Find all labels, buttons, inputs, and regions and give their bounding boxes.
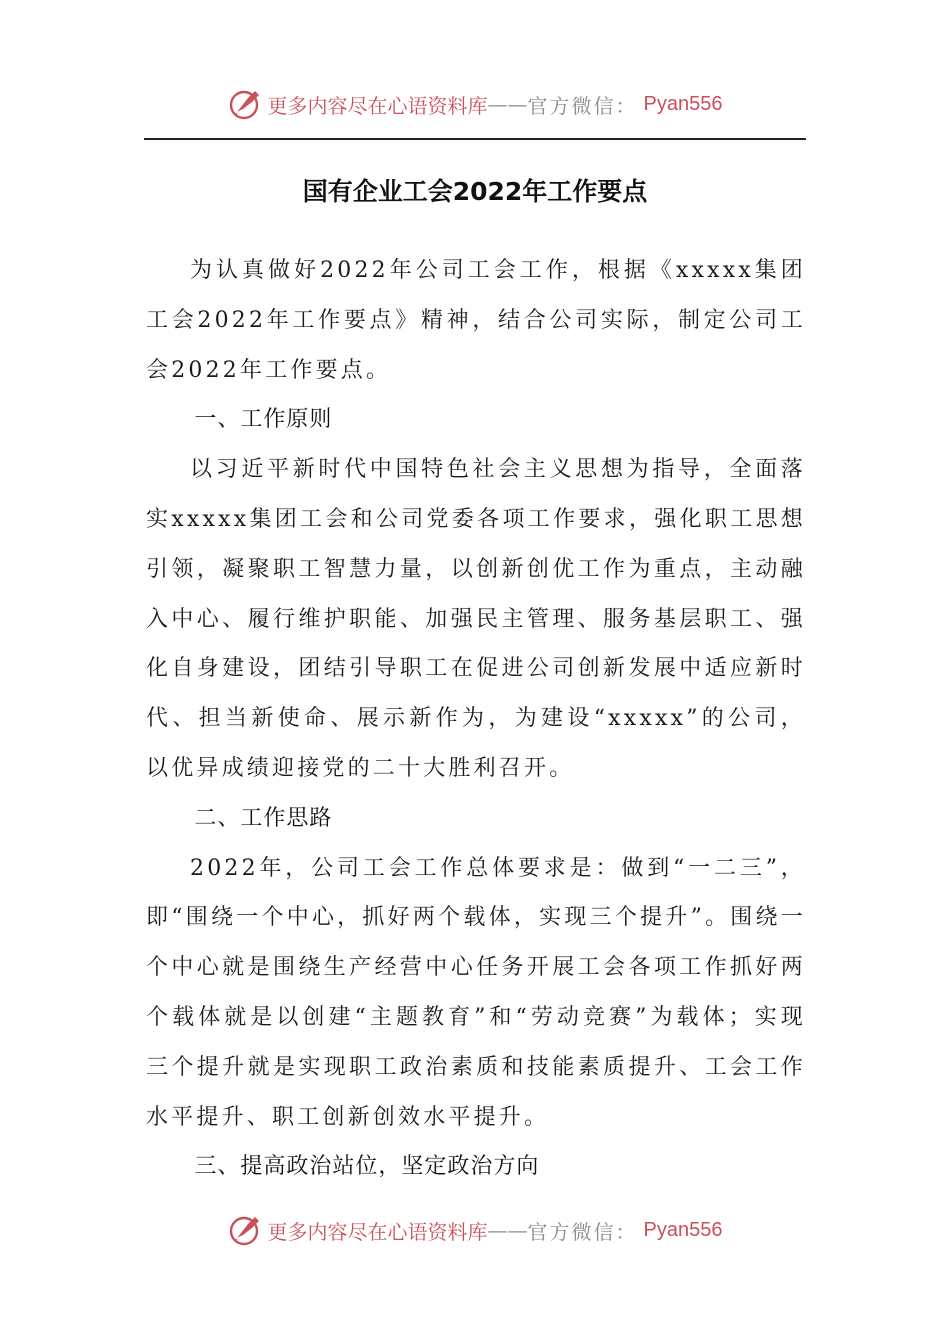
banner-separator: —— xyxy=(487,92,528,116)
intro-paragraph: 为认真做好2022年公司工会工作，根据《xxxxx集团工会2022年工作要点》精神，结合公司实际，制定公司工会2022年工作要点。 xyxy=(146,258,806,383)
document-title: 国有企业工会2022年工作要点 xyxy=(302,177,648,206)
banner-brand: 更多内容尽在心语资料库 xyxy=(267,1219,488,1244)
pen-logo-icon xyxy=(228,86,264,122)
footer-banner xyxy=(0,1210,950,1250)
banner-wechat-id: Pyan556 xyxy=(643,92,723,115)
banner-brand: 更多内容尽在心语资料库 xyxy=(267,93,488,118)
section-paragraph: 以习近平新时代中国特色社会主义思想为指导，全面落实xxxxx集团工会和公司党委各项工作要求，强化职工思想引领，凝聚职工智慧力量，以创新创优工作为重点，主动融入中心、履行维护职能、加强民主管理、服务基层职工、强化自身建设，团结引导职工在促进公司创新发展中适应新时代、担当新使命、展示新作为，为建设“xxxxx”的公司，以优异成绩迎接党的二十大胜利召开。 xyxy=(146,457,806,781)
section-heading: 一、工作原则 xyxy=(194,407,333,433)
banner-wechat-label: 官方微信： xyxy=(527,1219,638,1244)
pen-logo-icon xyxy=(228,1212,264,1248)
banner-wechat-label: 官方微信： xyxy=(527,93,638,118)
banner-separator: —— xyxy=(487,1218,528,1242)
section-paragraph: 2022年，公司工会工作总体要求是：做到“一二三”，即“围绕一个中心，抓好两个载体，实现三个提升”。围绕一个中心就是围绕生产经营中心任务开展工会各项工作抓好两个载体就是以创建“主题教育”和“劳动竞赛”为载体；实现三个提升就是实现职工政治素质和技能素质提升、工会工作水平提升、职工创新创效水平提升。 xyxy=(146,855,806,1130)
header-rule xyxy=(144,138,806,140)
document-body xyxy=(146,246,806,1192)
header-banner xyxy=(0,84,950,124)
section-heading: 二、工作思路 xyxy=(194,805,333,831)
banner-wechat-id: Pyan556 xyxy=(643,1218,723,1241)
section-heading: 三、提高政治站位，坚定政治方向 xyxy=(194,1154,540,1180)
